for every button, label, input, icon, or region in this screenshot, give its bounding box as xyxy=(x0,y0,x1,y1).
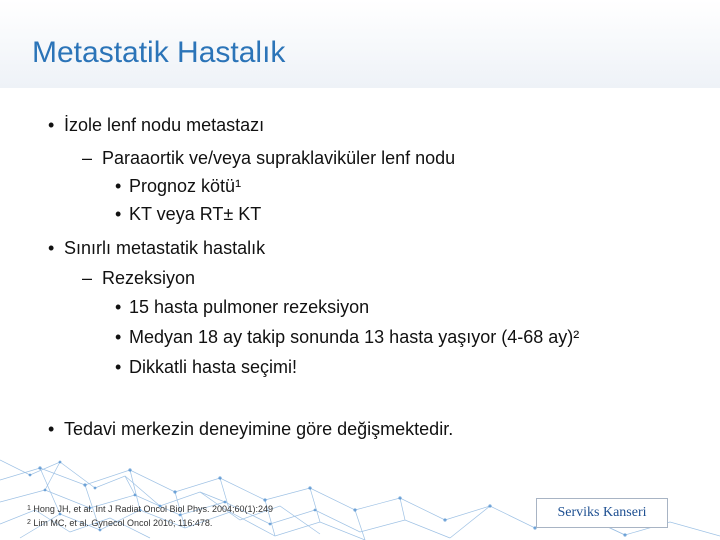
bullet-text: 15 hasta pulmoner rezeksiyon xyxy=(129,297,370,317)
bullet-text: İzole lenf nodu metastazı xyxy=(64,115,265,135)
bullet-marker: • xyxy=(115,204,122,224)
footnote-mark: 2 xyxy=(27,519,31,526)
sub-bullet-item xyxy=(82,267,195,289)
footnote-mark: 1 xyxy=(27,505,31,512)
sub-sub-bullet-item xyxy=(115,356,297,378)
bullet-marker: • xyxy=(115,297,122,317)
sub-bullet-item xyxy=(82,147,455,169)
bullet-text: Medyan 18 ay takip sonunda 13 hasta yaşıyor (4-68 ay)² xyxy=(129,327,580,347)
sub-sub-bullet-item xyxy=(115,326,579,348)
bullet-marker: – xyxy=(82,268,93,288)
bullet-text: Sınırlı metastatik hastalık xyxy=(64,238,266,258)
bullet-marker: • xyxy=(115,357,122,377)
bullet-marker: • xyxy=(115,327,122,347)
bullet-text: Rezeksiyon xyxy=(102,268,196,288)
slide-title: Metastatik Hastalık xyxy=(32,36,286,69)
bullet-marker: • xyxy=(48,419,55,439)
footnote xyxy=(27,502,273,516)
bullet-item xyxy=(48,418,453,440)
bullet-item xyxy=(48,237,265,259)
sub-sub-bullet-item xyxy=(115,203,261,225)
topic-badge: Serviks Kanseri xyxy=(536,498,668,528)
bullet-text: Paraaortik ve/veya supraklaviküler lenf nodu xyxy=(102,148,456,168)
bullet-text: KT veya RT± KT xyxy=(129,204,262,224)
sub-sub-bullet-item xyxy=(115,175,241,197)
footnote-text: Lim MC, et al. Gynecol Oncol 2010; 116:478. xyxy=(33,518,213,528)
bullet-item xyxy=(48,114,264,136)
bullet-marker: • xyxy=(115,176,122,196)
bullet-text: Dikkatli hasta seçimi! xyxy=(129,357,298,377)
bullet-text: Prognoz kötü¹ xyxy=(129,176,242,196)
bullet-text: Tedavi merkezin deneyimine göre değişmektedir. xyxy=(64,419,454,439)
sub-sub-bullet-item xyxy=(115,296,369,318)
bullet-marker: • xyxy=(48,115,55,135)
bullet-marker: • xyxy=(48,238,55,258)
footnotes xyxy=(27,502,273,530)
footnote-text: Hong JH, et al. Int J Radiat Oncol Biol Phys. 2004;60(1):249 xyxy=(33,504,274,514)
footnote xyxy=(27,516,273,530)
bullet-marker: – xyxy=(82,148,93,168)
